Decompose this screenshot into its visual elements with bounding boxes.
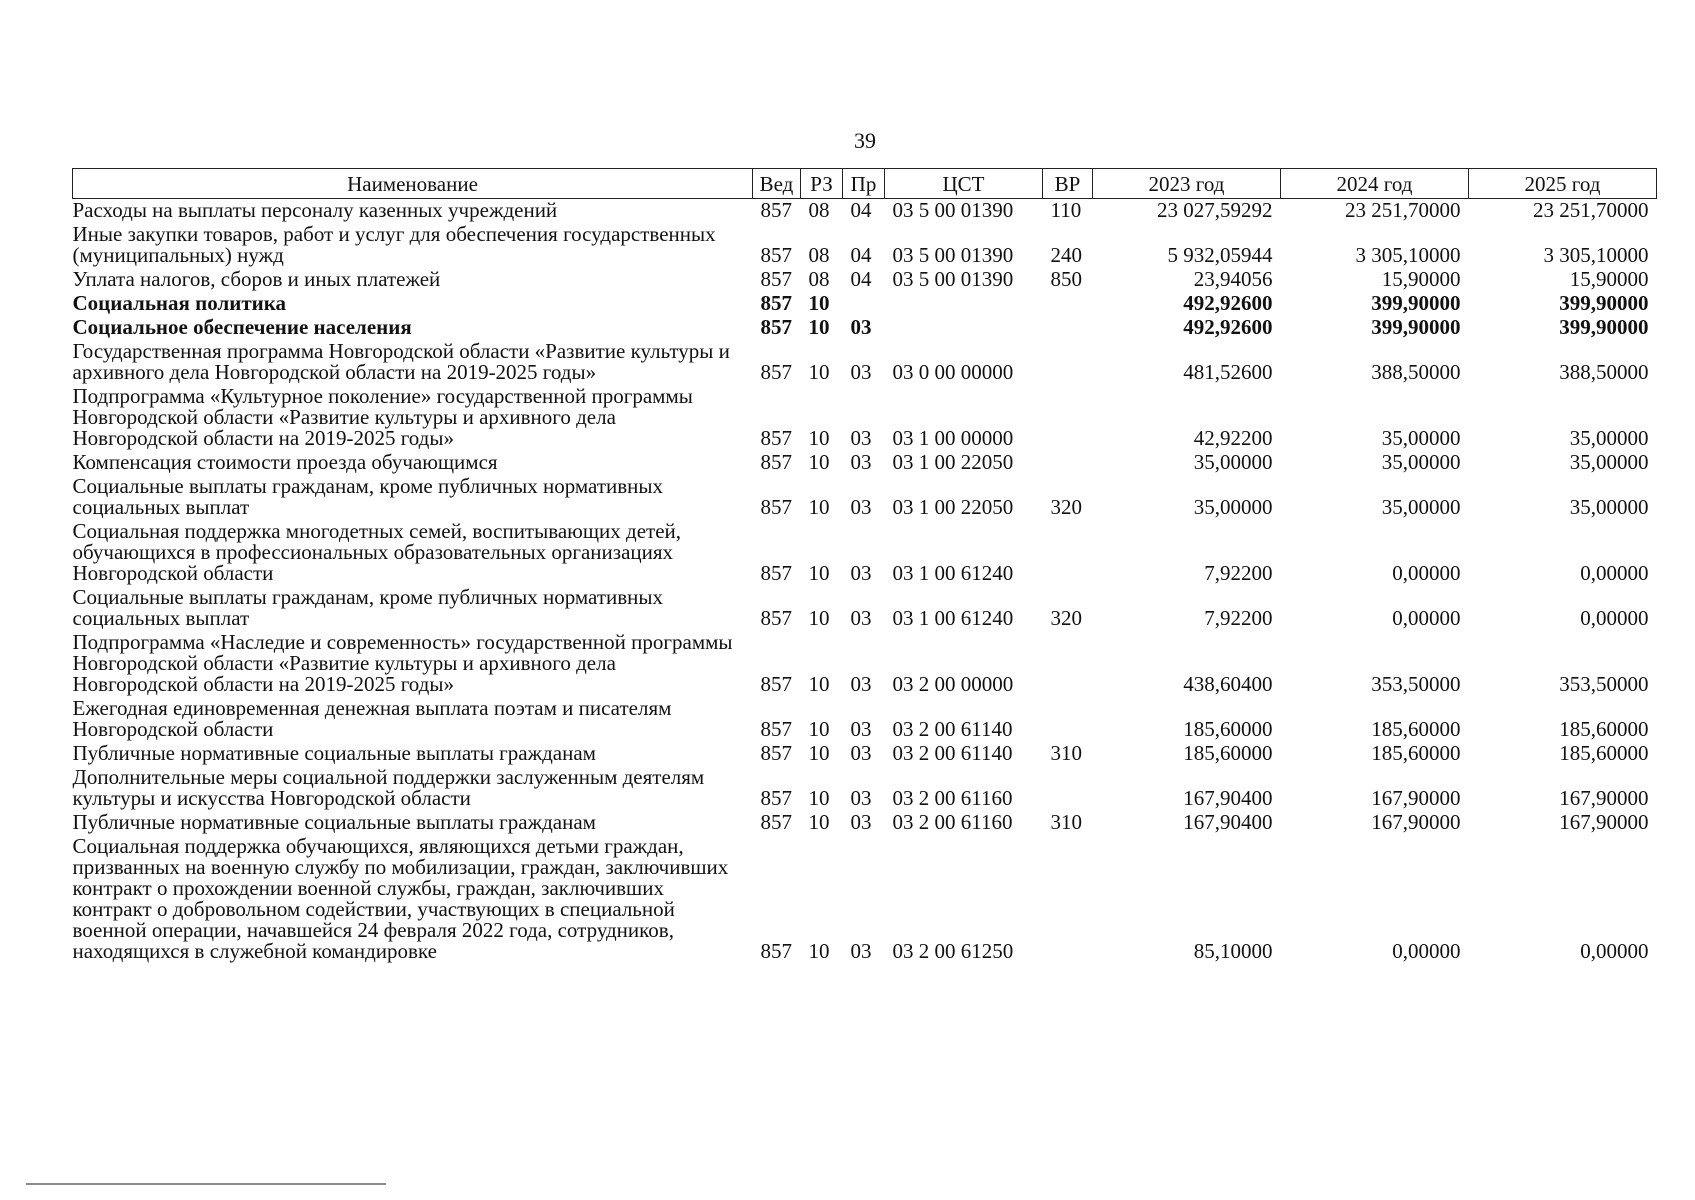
- row-name: Социальная поддержка обучающихся, являющихся детьми граждан, призванных на военную службу по мобилизации, граждан, заключивших контракт о прохождении военной службы, граждан, заключивших контракт о добровольном содействии, участвующих в специальной военной операции, начавшейся 24 февраля 2022 года, сотрудников, находящихся в служебной командировке: [72, 834, 729, 963]
- row-cst: [885, 316, 1043, 340]
- row-vr: [1043, 835, 1093, 964]
- row-rz: 10: [808, 717, 830, 741]
- table-row: [73, 631, 1657, 697]
- header-vr: ВР: [1043, 169, 1093, 199]
- table-row: [73, 223, 1657, 268]
- table-row: [73, 475, 1657, 520]
- row-name: Расходы на выплаты персоналу казенных учреждений: [72, 198, 558, 222]
- row-pr: 03: [850, 360, 872, 384]
- row-vr: [1043, 340, 1093, 385]
- row-pr: 03: [850, 450, 872, 474]
- row-name: Компенсация стоимости проезда обучающимся: [72, 450, 498, 474]
- table-row: [73, 766, 1657, 811]
- row-2025: 185,60000: [1559, 741, 1649, 765]
- row-name: Дополнительные меры социальной поддержки заслуженным деятелям культуры и искусства Новгородской области: [72, 765, 705, 810]
- row-name: Подпрограмма «Наследие и современность» государственной программы Новгородской области «Развитие культуры и архивного дела Новгородской области на 2019-2025 годы»: [72, 630, 733, 696]
- row-2023: 438,60400: [1183, 672, 1273, 696]
- row-ved: 857: [760, 741, 792, 765]
- row-ved: 857: [760, 291, 792, 315]
- row-rz: 10: [808, 450, 830, 474]
- page-number: 39: [854, 128, 876, 153]
- row-pr: 03: [850, 606, 872, 630]
- row-name: Публичные нормативные социальные выплаты гражданам: [72, 741, 596, 765]
- row-ved: 857: [760, 717, 792, 741]
- row-rz: 10: [808, 426, 830, 450]
- row-pr: 04: [850, 243, 872, 267]
- row-2024: 35,00000: [1381, 426, 1461, 450]
- row-pr: 03: [850, 786, 872, 810]
- row-ved: 857: [760, 786, 792, 810]
- row-vr: [1043, 631, 1093, 697]
- row-vr: 240: [1050, 243, 1082, 267]
- row-2024: 399,90000: [1371, 291, 1461, 315]
- row-ved: 857: [760, 495, 792, 519]
- row-pr: 04: [850, 267, 872, 291]
- row-2023: 35,00000: [1193, 450, 1273, 474]
- header-rz: РЗ: [801, 169, 843, 199]
- row-pr: 03: [850, 495, 872, 519]
- row-cst: 03 2 00 00000: [892, 672, 1014, 696]
- row-2025: 0,00000: [1580, 561, 1649, 585]
- header-ved: Вед: [753, 169, 801, 199]
- row-cst: 03 1 00 22050: [892, 450, 1014, 474]
- row-rz: 10: [808, 606, 830, 630]
- table-row: [73, 811, 1657, 835]
- row-2023: 481,52600: [1183, 360, 1273, 384]
- row-2023: 23 027,59292: [1157, 198, 1273, 222]
- row-2023: 42,92200: [1193, 426, 1273, 450]
- row-2024: 35,00000: [1381, 450, 1461, 474]
- row-pr: 03: [850, 426, 872, 450]
- row-cst: [885, 292, 1043, 316]
- row-pr: 03: [850, 741, 872, 765]
- row-ved: 857: [760, 450, 792, 474]
- row-name: Социальное обеспечение населения: [72, 315, 412, 339]
- header-2025: 2025 год: [1469, 169, 1657, 199]
- row-cst: 03 1 00 00000: [892, 426, 1014, 450]
- row-vr: [1043, 520, 1093, 586]
- table-row: [73, 268, 1657, 292]
- row-2023: 185,60000: [1183, 717, 1273, 741]
- row-vr: [1043, 766, 1093, 811]
- row-pr: 03: [850, 810, 872, 834]
- budget-table: [72, 168, 1657, 964]
- row-cst: 03 2 00 61160: [892, 786, 1013, 810]
- row-2025: 35,00000: [1569, 450, 1649, 474]
- row-vr: 110: [1050, 198, 1082, 222]
- row-vr: [1043, 451, 1093, 475]
- row-2023: 23,94056: [1193, 267, 1273, 291]
- row-ved: 857: [760, 267, 792, 291]
- row-rz: 10: [808, 786, 830, 810]
- table-row: [73, 697, 1657, 742]
- row-2025: 0,00000: [1580, 939, 1649, 963]
- row-rz: 10: [808, 561, 830, 585]
- row-cst: 03 2 00 61140: [892, 717, 1013, 741]
- row-ved: 857: [760, 672, 792, 696]
- row-vr: 320: [1050, 606, 1082, 630]
- row-name: Социальная поддержка многодетных семей, воспитывающих детей, обучающихся в профессиональных образовательных организациях Новгородской области: [72, 519, 682, 585]
- row-pr: 03: [850, 939, 872, 963]
- row-2025: 167,90000: [1559, 786, 1649, 810]
- row-name: Иные закупки товаров, работ и услуг для обеспечения государственных (муниципальных) нужд: [72, 222, 716, 267]
- table-row: [73, 586, 1657, 631]
- row-2025: 23 251,70000: [1533, 198, 1649, 222]
- header-name: Наименование: [73, 169, 753, 199]
- table-row: [73, 742, 1657, 766]
- row-ved: 857: [760, 561, 792, 585]
- table-row: [73, 520, 1657, 586]
- row-pr: 03: [850, 315, 872, 339]
- row-cst: 03 5 00 01390: [892, 243, 1014, 267]
- row-rz: 08: [808, 267, 830, 291]
- row-ved: 857: [760, 315, 792, 339]
- row-rz: 10: [808, 939, 830, 963]
- row-cst: 03 0 00 00000: [892, 360, 1014, 384]
- row-vr: [1043, 385, 1093, 451]
- row-rz: 10: [808, 741, 830, 765]
- row-2025: 399,90000: [1559, 291, 1649, 315]
- row-name: Социальные выплаты гражданам, кроме публичных нормативных социальных выплат: [72, 474, 664, 519]
- row-2023: 85,10000: [1193, 939, 1273, 963]
- row-ved: 857: [760, 810, 792, 834]
- table-header: [73, 169, 1657, 199]
- header-2023: 2023 год: [1093, 169, 1281, 199]
- row-name: Ежегодная единовременная денежная выплата поэтам и писателям Новгородской области: [72, 696, 672, 741]
- table-row: [73, 199, 1657, 224]
- row-2024: 353,50000: [1371, 672, 1461, 696]
- row-cst: 03 2 00 61140: [892, 741, 1013, 765]
- row-2025: 35,00000: [1569, 495, 1649, 519]
- table-body: [73, 199, 1657, 965]
- row-pr: 03: [850, 672, 872, 696]
- row-ved: 857: [760, 426, 792, 450]
- row-pr: 03: [850, 561, 872, 585]
- row-2024: 35,00000: [1381, 495, 1461, 519]
- row-2025: 388,50000: [1559, 360, 1649, 384]
- row-2025: 167,90000: [1559, 810, 1649, 834]
- footer-divider: [26, 1183, 386, 1185]
- row-ved: 857: [760, 939, 792, 963]
- header-cst: ЦСТ: [885, 169, 1043, 199]
- row-vr: [1043, 697, 1093, 742]
- row-ved: 857: [760, 606, 792, 630]
- header-2024: 2024 год: [1281, 169, 1469, 199]
- row-2025: 185,60000: [1559, 717, 1649, 741]
- row-2024: 0,00000: [1392, 561, 1461, 585]
- header-pr: Пр: [843, 169, 885, 199]
- row-2024: 3 305,10000: [1355, 243, 1461, 267]
- row-vr: 310: [1050, 741, 1082, 765]
- table-row: [73, 340, 1657, 385]
- row-ved: 857: [760, 360, 792, 384]
- row-name: Социальная политика: [72, 291, 287, 315]
- row-cst: 03 1 00 61240: [892, 606, 1014, 630]
- row-vr: 320: [1050, 495, 1082, 519]
- row-2025: 35,00000: [1569, 426, 1649, 450]
- row-2023: 5 932,05944: [1167, 243, 1273, 267]
- row-vr: [1043, 316, 1093, 340]
- table-row: [73, 835, 1657, 964]
- row-2025: 0,00000: [1580, 606, 1649, 630]
- row-2025: 15,90000: [1569, 267, 1649, 291]
- row-pr: 03: [850, 717, 872, 741]
- row-2024: 388,50000: [1371, 360, 1461, 384]
- row-2023: 185,60000: [1183, 741, 1273, 765]
- row-2023: 35,00000: [1193, 495, 1273, 519]
- row-rz: 10: [808, 291, 830, 315]
- row-pr: [843, 292, 885, 316]
- row-cst: 03 2 00 61160: [892, 810, 1013, 834]
- row-name: Уплата налогов, сборов и иных платежей: [72, 267, 441, 291]
- table-row: [73, 316, 1657, 340]
- row-2024: 185,60000: [1371, 741, 1461, 765]
- row-2023: 492,92600: [1183, 315, 1273, 339]
- row-rz: 08: [808, 243, 830, 267]
- row-ved: 857: [760, 243, 792, 267]
- row-2025: 3 305,10000: [1543, 243, 1649, 267]
- row-rz: 10: [808, 672, 830, 696]
- row-name: Государственная программа Новгородской области «Развитие культуры и архивного дела Новгородской области на 2019-2025 годы»: [72, 339, 730, 384]
- row-name: Социальные выплаты гражданам, кроме публичных нормативных социальных выплат: [72, 585, 664, 630]
- row-ved: 857: [760, 198, 792, 222]
- row-2023: 167,90400: [1183, 810, 1273, 834]
- row-2024: 399,90000: [1371, 315, 1461, 339]
- row-cst: 03 1 00 22050: [892, 495, 1014, 519]
- row-rz: 08: [808, 198, 830, 222]
- row-cst: 03 2 00 61250: [892, 939, 1014, 963]
- row-2024: 167,90000: [1371, 786, 1461, 810]
- row-vr: 310: [1050, 810, 1082, 834]
- row-pr: 04: [850, 198, 872, 222]
- row-vr: 850: [1050, 267, 1082, 291]
- row-2023: 7,92200: [1204, 606, 1273, 630]
- row-vr: [1043, 292, 1093, 316]
- row-2024: 0,00000: [1392, 939, 1461, 963]
- row-2025: 399,90000: [1559, 315, 1649, 339]
- row-2023: 167,90400: [1183, 786, 1273, 810]
- row-cst: 03 5 00 01390: [892, 198, 1014, 222]
- row-cst: 03 5 00 01390: [892, 267, 1014, 291]
- row-name: Подпрограмма «Культурное поколение» государственной программы Новгородской области «Развитие культуры и архивного дела Новгородской области на 2019-2025 годы»: [72, 384, 693, 450]
- row-rz: 10: [808, 360, 830, 384]
- row-2024: 167,90000: [1371, 810, 1461, 834]
- row-2024: 185,60000: [1371, 717, 1461, 741]
- row-2024: 15,90000: [1381, 267, 1461, 291]
- table-row: [73, 451, 1657, 475]
- row-2024: 0,00000: [1392, 606, 1461, 630]
- row-rz: 10: [808, 810, 830, 834]
- row-cst: 03 1 00 61240: [892, 561, 1014, 585]
- row-name: Публичные нормативные социальные выплаты гражданам: [72, 810, 596, 834]
- row-2023: 7,92200: [1204, 561, 1273, 585]
- row-2024: 23 251,70000: [1345, 198, 1461, 222]
- row-2023: 492,92600: [1183, 291, 1273, 315]
- row-rz: 10: [808, 315, 830, 339]
- table-row: [73, 292, 1657, 316]
- table-row: [73, 385, 1657, 451]
- row-rz: 10: [808, 495, 830, 519]
- row-2025: 353,50000: [1559, 672, 1649, 696]
